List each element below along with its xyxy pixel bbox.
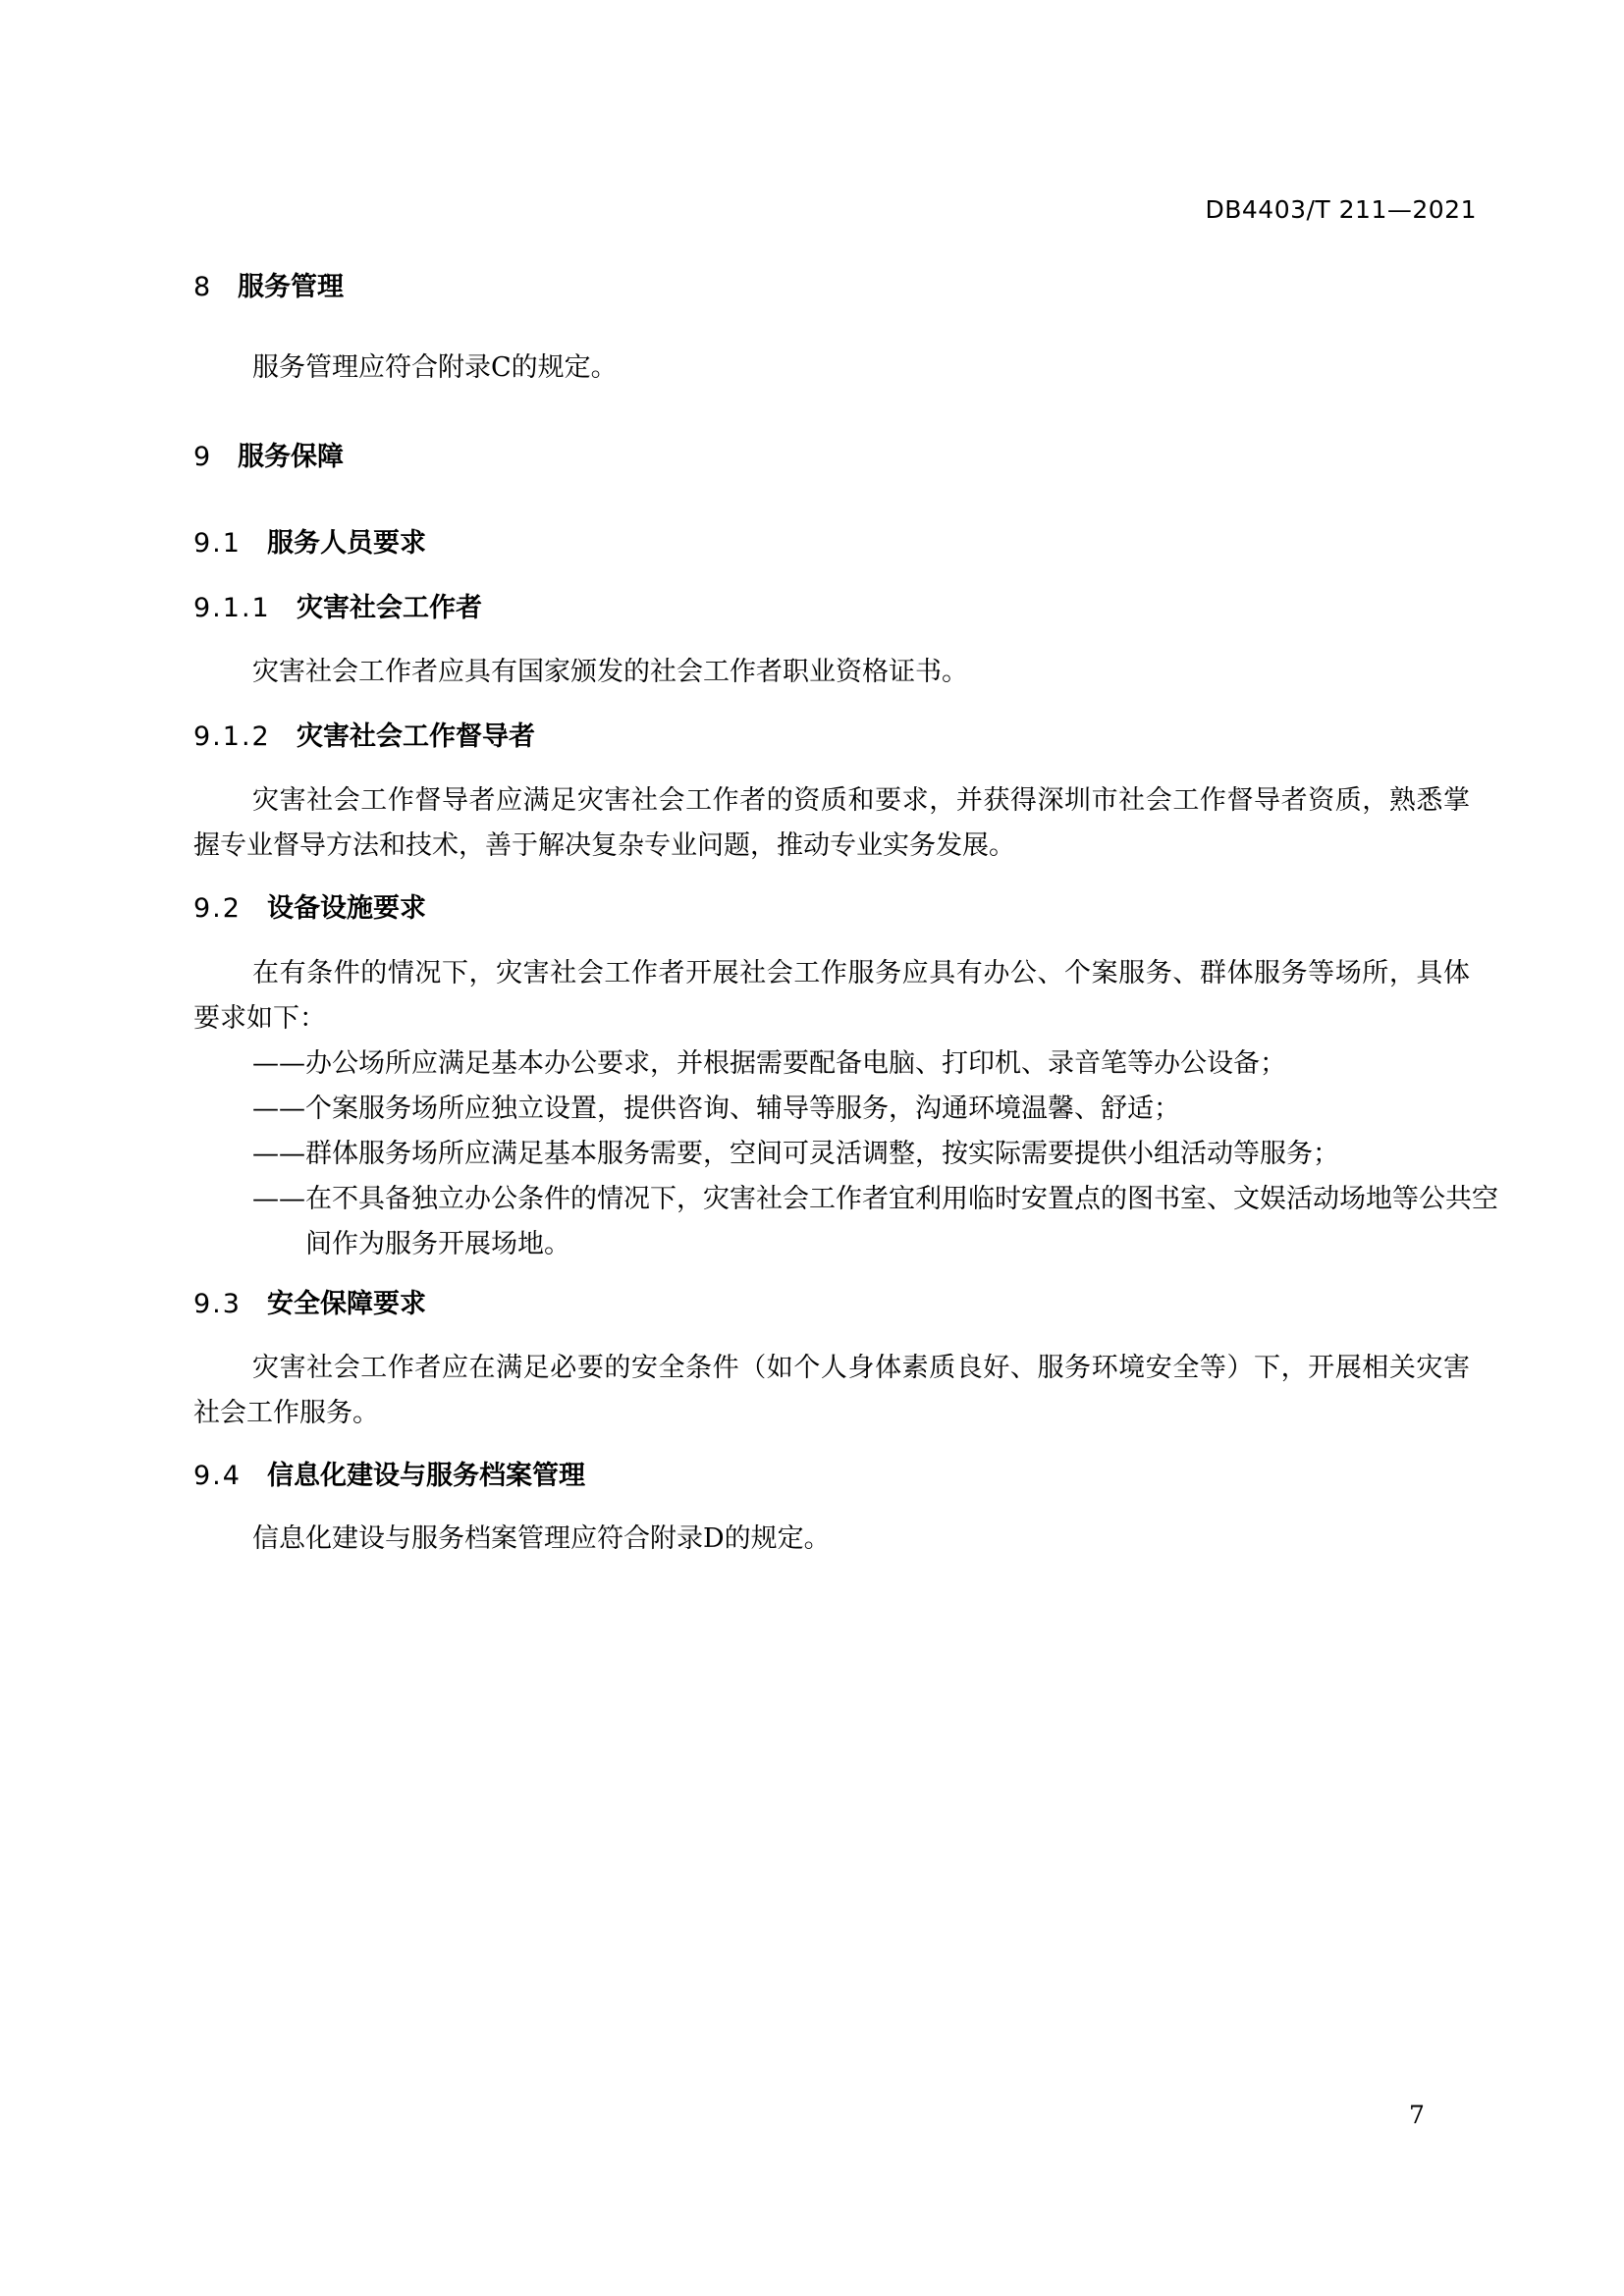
section-title: 服务保障	[238, 442, 344, 472]
section-title: 灾害社会工作督导者	[297, 721, 535, 752]
section-number: 9.4	[193, 1461, 242, 1491]
section-9-3-heading	[193, 1282, 426, 1320]
document-code: DB4403/T 211—2021	[1205, 195, 1477, 224]
list-item: ——办公场所应满足基本办公要求，并根据需要配备电脑、打印机、录音笔等办公设备；	[252, 1048, 1286, 1079]
section-number: 9.1	[193, 528, 242, 559]
section-9-heading	[193, 435, 344, 473]
section-9-1-2-heading	[193, 715, 535, 753]
section-title: 设备设施要求	[267, 893, 426, 924]
section-9-2-heading	[193, 886, 426, 925]
section-number: 9.1.1	[193, 593, 271, 623]
section-number: 8	[193, 272, 213, 302]
section-title: 服务管理	[238, 272, 344, 302]
section-title: 安全保障要求	[267, 1289, 426, 1319]
section-9-4-heading	[193, 1454, 585, 1492]
section-9-1-2-body: 灾害社会工作督导者应满足灾害社会工作者的资质和要求，并获得深圳市社会工作督导者资质，熟悉掌握专业督导方法和技术，善于解决复杂专业问题，推动专业实务发展。	[193, 785, 1470, 861]
section-9-4-body: 信息化建设与服务档案管理应符合附录D的规定。	[252, 1523, 831, 1554]
section-9-2-body: 在有条件的情况下，灾害社会工作者开展社会工作服务应具有办公、个案服务、群体服务等场所，具体要求如下：	[193, 958, 1470, 1034]
list-item: ——个案服务场所应独立设置，提供咨询、辅导等服务，沟通环境温馨、舒适；	[252, 1094, 1180, 1124]
section-title: 服务人员要求	[267, 528, 426, 559]
section-title: 灾害社会工作者	[297, 593, 482, 623]
section-9-1-1-heading	[193, 586, 482, 624]
section-number: 9.3	[193, 1289, 242, 1319]
section-number: 9	[193, 442, 213, 472]
list-item: ——群体服务场所应满足基本服务需要，空间可灵活调整，按实际需要提供小组活动等服务；	[252, 1139, 1339, 1169]
section-number: 9.1.2	[193, 721, 271, 752]
section-title: 信息化建设与服务档案管理	[267, 1461, 585, 1491]
list-item: ——在不具备独立办公条件的情况下，灾害社会工作者宜利用临时安置点的图书室、文娱活动场地等公共空间作为服务开展场地。	[252, 1184, 1498, 1259]
section-9-1-heading	[193, 521, 426, 560]
page-number: 7	[1409, 2101, 1425, 2129]
section-8-body: 服务管理应符合附录C的规定。	[252, 352, 618, 383]
section-8-heading	[193, 265, 344, 303]
section-number: 9.2	[193, 893, 242, 924]
section-9-1-1-body: 灾害社会工作者应具有国家颁发的社会工作者职业资格证书。	[252, 657, 968, 687]
section-9-3-body: 灾害社会工作者应在满足必要的安全条件（如个人身体素质良好、服务环境安全等）下，开展相关灾害社会工作服务。	[193, 1353, 1470, 1428]
